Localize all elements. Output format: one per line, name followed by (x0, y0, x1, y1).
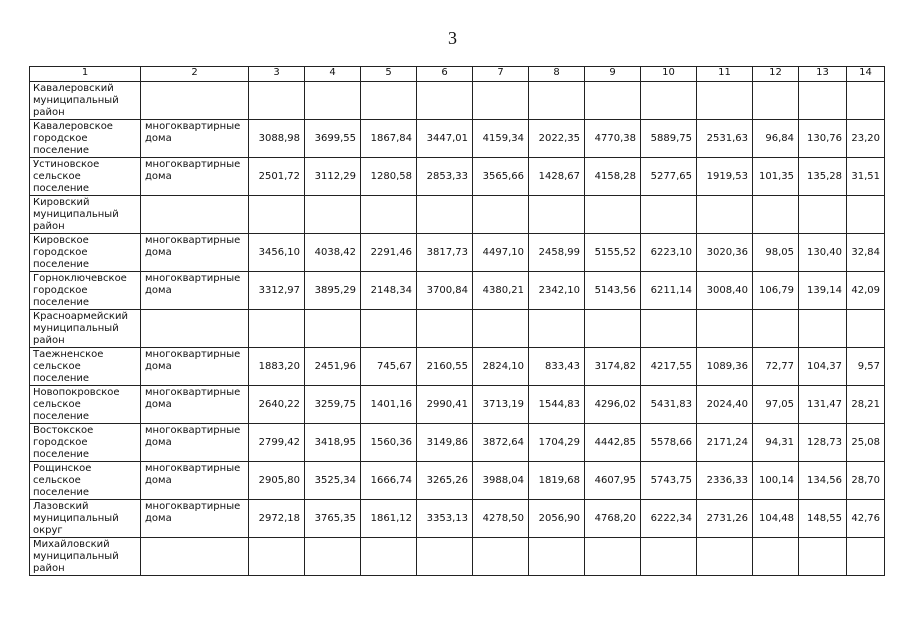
value-cell: 3525,34 (305, 462, 361, 500)
value-cell: 3008,40 (697, 272, 753, 310)
value-cell (529, 310, 585, 348)
value-cell: 135,28 (799, 158, 847, 196)
value-cell: 3353,13 (417, 500, 473, 538)
table-row (30, 272, 885, 310)
table-row (30, 234, 885, 272)
value-cell: 3817,73 (417, 234, 473, 272)
value-cell: 4159,34 (473, 120, 529, 158)
value-cell (641, 310, 697, 348)
housing-type: многоквартирные дома (141, 348, 249, 386)
value-cell: 3700,84 (417, 272, 473, 310)
value-cell (305, 196, 361, 234)
housing-type: многоквартирные дома (141, 500, 249, 538)
value-cell: 2731,26 (697, 500, 753, 538)
value-cell (847, 196, 885, 234)
value-cell: 3713,19 (473, 386, 529, 424)
value-cell (641, 538, 697, 576)
table-row (30, 196, 885, 234)
value-cell: 1704,29 (529, 424, 585, 462)
municipality-name: Рощинское сельское поселение (30, 462, 141, 500)
column-header: 3 (249, 67, 305, 82)
value-cell: 3456,10 (249, 234, 305, 272)
municipality-name: Кировское городское поселение (30, 234, 141, 272)
value-cell: 3699,55 (305, 120, 361, 158)
value-cell: 1867,84 (361, 120, 417, 158)
value-cell: 1819,68 (529, 462, 585, 500)
value-cell (847, 82, 885, 120)
value-cell: 2451,96 (305, 348, 361, 386)
value-cell (417, 538, 473, 576)
municipality-name: Горноключевское городское поселение (30, 272, 141, 310)
value-cell: 94,31 (753, 424, 799, 462)
value-cell (529, 538, 585, 576)
value-cell: 1401,16 (361, 386, 417, 424)
housing-type: многоквартирные дома (141, 272, 249, 310)
table-row (30, 462, 885, 500)
value-cell (585, 82, 641, 120)
value-cell: 833,43 (529, 348, 585, 386)
value-cell (697, 196, 753, 234)
value-cell: 3988,04 (473, 462, 529, 500)
value-cell (417, 82, 473, 120)
value-cell (249, 82, 305, 120)
value-cell: 3565,66 (473, 158, 529, 196)
value-cell: 104,48 (753, 500, 799, 538)
value-cell (305, 310, 361, 348)
value-cell: 3259,75 (305, 386, 361, 424)
value-cell: 3265,26 (417, 462, 473, 500)
value-cell: 131,47 (799, 386, 847, 424)
value-cell: 3174,82 (585, 348, 641, 386)
table-row (30, 500, 885, 538)
value-cell (417, 196, 473, 234)
value-cell (473, 196, 529, 234)
value-cell: 2824,10 (473, 348, 529, 386)
housing-type: многоквартирные дома (141, 234, 249, 272)
value-cell (585, 538, 641, 576)
table-row (30, 538, 885, 576)
housing-type: многоквартирные дома (141, 120, 249, 158)
value-cell: 2336,33 (697, 462, 753, 500)
municipality-name: Устиновское сельское поселение (30, 158, 141, 196)
value-cell: 745,67 (361, 348, 417, 386)
value-cell: 148,55 (799, 500, 847, 538)
value-cell: 139,14 (799, 272, 847, 310)
value-cell: 3020,36 (697, 234, 753, 272)
column-header: 10 (641, 67, 697, 82)
value-cell (641, 196, 697, 234)
table-row (30, 348, 885, 386)
table-row (30, 158, 885, 196)
value-cell: 100,14 (753, 462, 799, 500)
value-cell: 32,84 (847, 234, 885, 272)
value-cell: 2640,22 (249, 386, 305, 424)
value-cell (473, 82, 529, 120)
value-cell: 3872,64 (473, 424, 529, 462)
value-cell: 106,79 (753, 272, 799, 310)
value-cell: 4497,10 (473, 234, 529, 272)
value-cell: 72,77 (753, 348, 799, 386)
housing-type: многоквартирные дома (141, 462, 249, 500)
value-cell: 42,76 (847, 500, 885, 538)
value-cell (753, 310, 799, 348)
value-cell: 5155,52 (585, 234, 641, 272)
value-cell: 3895,29 (305, 272, 361, 310)
housing-type (141, 310, 249, 348)
value-cell: 6223,10 (641, 234, 697, 272)
value-cell: 4380,21 (473, 272, 529, 310)
value-cell: 5143,56 (585, 272, 641, 310)
value-cell (641, 82, 697, 120)
value-cell (473, 310, 529, 348)
value-cell: 1280,58 (361, 158, 417, 196)
value-cell (361, 196, 417, 234)
value-cell (753, 538, 799, 576)
value-cell: 23,20 (847, 120, 885, 158)
value-cell (529, 82, 585, 120)
value-cell (799, 196, 847, 234)
value-cell: 28,70 (847, 462, 885, 500)
value-cell (799, 310, 847, 348)
value-cell: 6222,34 (641, 500, 697, 538)
value-cell (529, 196, 585, 234)
value-cell: 28,21 (847, 386, 885, 424)
value-cell (847, 538, 885, 576)
value-cell (799, 82, 847, 120)
value-cell: 2905,80 (249, 462, 305, 500)
value-cell: 2853,33 (417, 158, 473, 196)
value-cell: 1428,67 (529, 158, 585, 196)
value-cell (753, 82, 799, 120)
column-header: 9 (585, 67, 641, 82)
value-cell: 1089,36 (697, 348, 753, 386)
table-row (30, 82, 885, 120)
column-header: 2 (141, 67, 249, 82)
column-header: 12 (753, 67, 799, 82)
value-cell: 1883,20 (249, 348, 305, 386)
value-cell: 3088,98 (249, 120, 305, 158)
column-header: 4 (305, 67, 361, 82)
housing-type: многоквартирные дома (141, 386, 249, 424)
value-cell: 2056,90 (529, 500, 585, 538)
value-cell: 2972,18 (249, 500, 305, 538)
value-cell: 2148,34 (361, 272, 417, 310)
value-cell: 1544,83 (529, 386, 585, 424)
value-cell: 9,57 (847, 348, 885, 386)
value-cell: 5431,83 (641, 386, 697, 424)
table-row (30, 310, 885, 348)
column-header: 11 (697, 67, 753, 82)
value-cell: 4442,85 (585, 424, 641, 462)
value-cell (753, 196, 799, 234)
value-cell (697, 82, 753, 120)
value-cell: 3149,86 (417, 424, 473, 462)
value-cell (305, 538, 361, 576)
value-cell: 1560,36 (361, 424, 417, 462)
column-header: 7 (473, 67, 529, 82)
tariff-table (29, 66, 885, 576)
value-cell: 4607,95 (585, 462, 641, 500)
column-header: 5 (361, 67, 417, 82)
municipality-name: Кавалеровское городское поселение (30, 120, 141, 158)
value-cell: 2458,99 (529, 234, 585, 272)
column-header: 1 (30, 67, 141, 82)
value-cell: 5743,75 (641, 462, 697, 500)
municipality-name: Михайловский муниципальный район (30, 538, 141, 576)
value-cell: 3765,35 (305, 500, 361, 538)
value-cell: 2990,41 (417, 386, 473, 424)
value-cell: 96,84 (753, 120, 799, 158)
value-cell: 2160,55 (417, 348, 473, 386)
housing-type: многоквартирные дома (141, 158, 249, 196)
municipality-name: Новопокровское сельское поселение (30, 386, 141, 424)
municipality-name: Лазовский муниципальный округ (30, 500, 141, 538)
municipality-name: Кавалеровский муниципальный район (30, 82, 141, 120)
value-cell: 4158,28 (585, 158, 641, 196)
value-cell (249, 196, 305, 234)
value-cell: 3447,01 (417, 120, 473, 158)
value-cell: 5277,65 (641, 158, 697, 196)
value-cell: 3312,97 (249, 272, 305, 310)
value-cell (585, 196, 641, 234)
value-cell: 130,40 (799, 234, 847, 272)
value-cell (473, 538, 529, 576)
value-cell (361, 310, 417, 348)
value-cell: 31,51 (847, 158, 885, 196)
value-cell (847, 310, 885, 348)
value-cell: 2799,42 (249, 424, 305, 462)
value-cell: 2024,40 (697, 386, 753, 424)
value-cell: 2531,63 (697, 120, 753, 158)
value-cell: 134,56 (799, 462, 847, 500)
value-cell: 2342,10 (529, 272, 585, 310)
housing-type (141, 82, 249, 120)
value-cell: 42,09 (847, 272, 885, 310)
value-cell: 1919,53 (697, 158, 753, 196)
value-cell (249, 538, 305, 576)
value-cell (697, 310, 753, 348)
value-cell: 5889,75 (641, 120, 697, 158)
value-cell: 130,76 (799, 120, 847, 158)
housing-type (141, 538, 249, 576)
value-cell (249, 310, 305, 348)
value-cell (799, 538, 847, 576)
housing-type (141, 196, 249, 234)
value-cell (585, 310, 641, 348)
value-cell: 128,73 (799, 424, 847, 462)
table-row (30, 386, 885, 424)
value-cell (361, 538, 417, 576)
value-cell (417, 310, 473, 348)
value-cell (697, 538, 753, 576)
column-header: 14 (847, 67, 885, 82)
value-cell: 2501,72 (249, 158, 305, 196)
table-body (30, 82, 885, 576)
value-cell: 101,35 (753, 158, 799, 196)
municipality-name: Кировский муниципальный район (30, 196, 141, 234)
value-cell: 6211,14 (641, 272, 697, 310)
value-cell (361, 82, 417, 120)
value-cell: 5578,66 (641, 424, 697, 462)
value-cell: 25,08 (847, 424, 885, 462)
municipality-name: Красноармейский муниципальный район (30, 310, 141, 348)
value-cell: 2291,46 (361, 234, 417, 272)
value-cell: 1861,12 (361, 500, 417, 538)
column-header: 6 (417, 67, 473, 82)
column-header: 8 (529, 67, 585, 82)
value-cell: 4038,42 (305, 234, 361, 272)
value-cell (305, 82, 361, 120)
value-cell: 4217,55 (641, 348, 697, 386)
value-cell: 3418,95 (305, 424, 361, 462)
value-cell: 98,05 (753, 234, 799, 272)
value-cell: 1666,74 (361, 462, 417, 500)
value-cell: 2022,35 (529, 120, 585, 158)
municipality-name: Таежненское сельское поселение (30, 348, 141, 386)
value-cell: 3112,29 (305, 158, 361, 196)
value-cell: 4768,20 (585, 500, 641, 538)
value-cell: 104,37 (799, 348, 847, 386)
column-header: 13 (799, 67, 847, 82)
value-cell: 2171,24 (697, 424, 753, 462)
page-number: 3 (448, 28, 457, 48)
value-cell: 4278,50 (473, 500, 529, 538)
municipality-name: Востокское городское поселение (30, 424, 141, 462)
table-row (30, 120, 885, 158)
value-cell: 4770,38 (585, 120, 641, 158)
value-cell: 4296,02 (585, 386, 641, 424)
housing-type: многоквартирные дома (141, 424, 249, 462)
header-row (30, 67, 885, 82)
value-cell: 97,05 (753, 386, 799, 424)
table-row (30, 424, 885, 462)
